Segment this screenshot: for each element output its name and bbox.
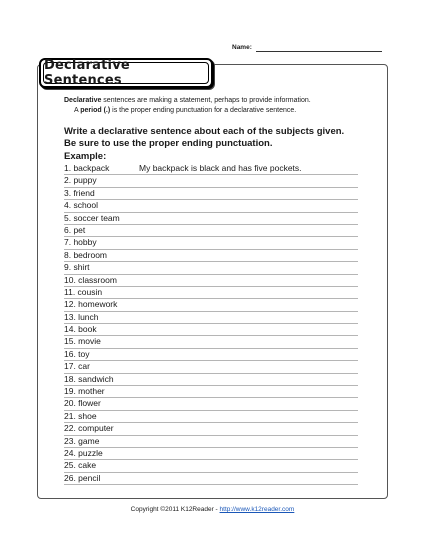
- list-item[interactable]: [64, 200, 358, 212]
- list-item[interactable]: [64, 262, 358, 274]
- subject-label: 26. pencil: [64, 472, 101, 483]
- subject-label: 19. mother: [64, 386, 105, 397]
- intro-line2: is the proper ending punctuation for a declarative sentence.: [110, 107, 297, 114]
- instructions: [64, 126, 374, 149]
- copyright-text: Copyright ©2011 K12Reader -: [130, 506, 220, 513]
- list-item[interactable]: [64, 336, 358, 348]
- list-item[interactable]: [64, 349, 358, 361]
- subject-label: 3. friend: [64, 187, 95, 198]
- list-item[interactable]: [64, 361, 358, 373]
- footer: [0, 506, 425, 513]
- subject-label: 25. cake: [64, 460, 97, 471]
- subject-label: 24. puzzle: [64, 447, 103, 458]
- subject-label: 12. homework: [64, 299, 118, 310]
- subject-label: 22. computer: [64, 423, 114, 434]
- example-label: Example:: [64, 151, 107, 162]
- list-item[interactable]: [64, 237, 358, 249]
- name-label: Name:: [232, 44, 252, 51]
- list-item[interactable]: [64, 213, 358, 225]
- intro-line1: sentences are making a statement, perhaps to provide information.: [101, 97, 311, 104]
- subject-label: 11. cousin: [64, 286, 103, 297]
- footer-link[interactable]: http://www.k12reader.com: [219, 506, 295, 513]
- subject-label: 2. puppy: [64, 175, 97, 186]
- subject-label: 17. car: [64, 361, 90, 372]
- intro-term: Declarative: [64, 97, 102, 104]
- subject-label: 6. pet: [64, 224, 86, 235]
- list-item[interactable]: [64, 163, 358, 175]
- subject-label: 8. bedroom: [64, 249, 107, 260]
- list-item[interactable]: [64, 175, 358, 187]
- list-item[interactable]: [64, 324, 358, 336]
- subject-label: 16. toy: [64, 348, 90, 359]
- subject-label: 7. hobby: [64, 237, 97, 248]
- subject-label: 4. school: [64, 200, 99, 211]
- instructions-line1: Write a declarative sentence about each of the subjects given.: [64, 126, 345, 137]
- list-item[interactable]: [64, 423, 358, 435]
- list-item[interactable]: [64, 287, 358, 299]
- list-item[interactable]: [64, 312, 358, 324]
- list-item[interactable]: [64, 436, 358, 448]
- list-item[interactable]: [64, 299, 358, 311]
- subject-label: 9. shirt: [64, 262, 90, 273]
- list-item[interactable]: [64, 386, 358, 398]
- subject-label: 13. lunch: [64, 311, 99, 322]
- intro-text: [64, 96, 364, 116]
- instructions-line2: Be sure to use the proper ending punctuation.: [64, 137, 273, 149]
- subject-label: 14. book: [64, 324, 97, 335]
- intro-line2-pre: A: [74, 107, 81, 114]
- answer-line[interactable]: My backpack is black and has five pockets.: [139, 163, 302, 173]
- list-item[interactable]: [64, 460, 358, 472]
- subject-label: 15. movie: [64, 336, 101, 347]
- subject-label: 23. game: [64, 435, 100, 446]
- subject-label: 20. flower: [64, 398, 101, 409]
- list-item[interactable]: [64, 398, 358, 410]
- page-title: Declarative Sentences: [43, 62, 209, 84]
- name-field[interactable]: [256, 51, 382, 52]
- title-banner: [39, 58, 213, 88]
- subject-label: 5. soccer team: [64, 212, 120, 223]
- list-item[interactable]: [64, 188, 358, 200]
- intro-period-term: period (.): [80, 107, 111, 114]
- list-item[interactable]: [64, 275, 358, 287]
- list-item[interactable]: [64, 448, 358, 460]
- subject-label: 1. backpack: [64, 163, 110, 173]
- subject-label: 21. shoe: [64, 410, 97, 421]
- list-item[interactable]: [64, 374, 358, 386]
- list-item[interactable]: [64, 473, 358, 485]
- subject-list: [64, 163, 358, 485]
- list-item[interactable]: [64, 225, 358, 237]
- subject-label: 18. sandwich: [64, 373, 114, 384]
- list-item[interactable]: [64, 411, 358, 423]
- subject-label: 10. classroom: [64, 274, 117, 285]
- list-item[interactable]: [64, 250, 358, 262]
